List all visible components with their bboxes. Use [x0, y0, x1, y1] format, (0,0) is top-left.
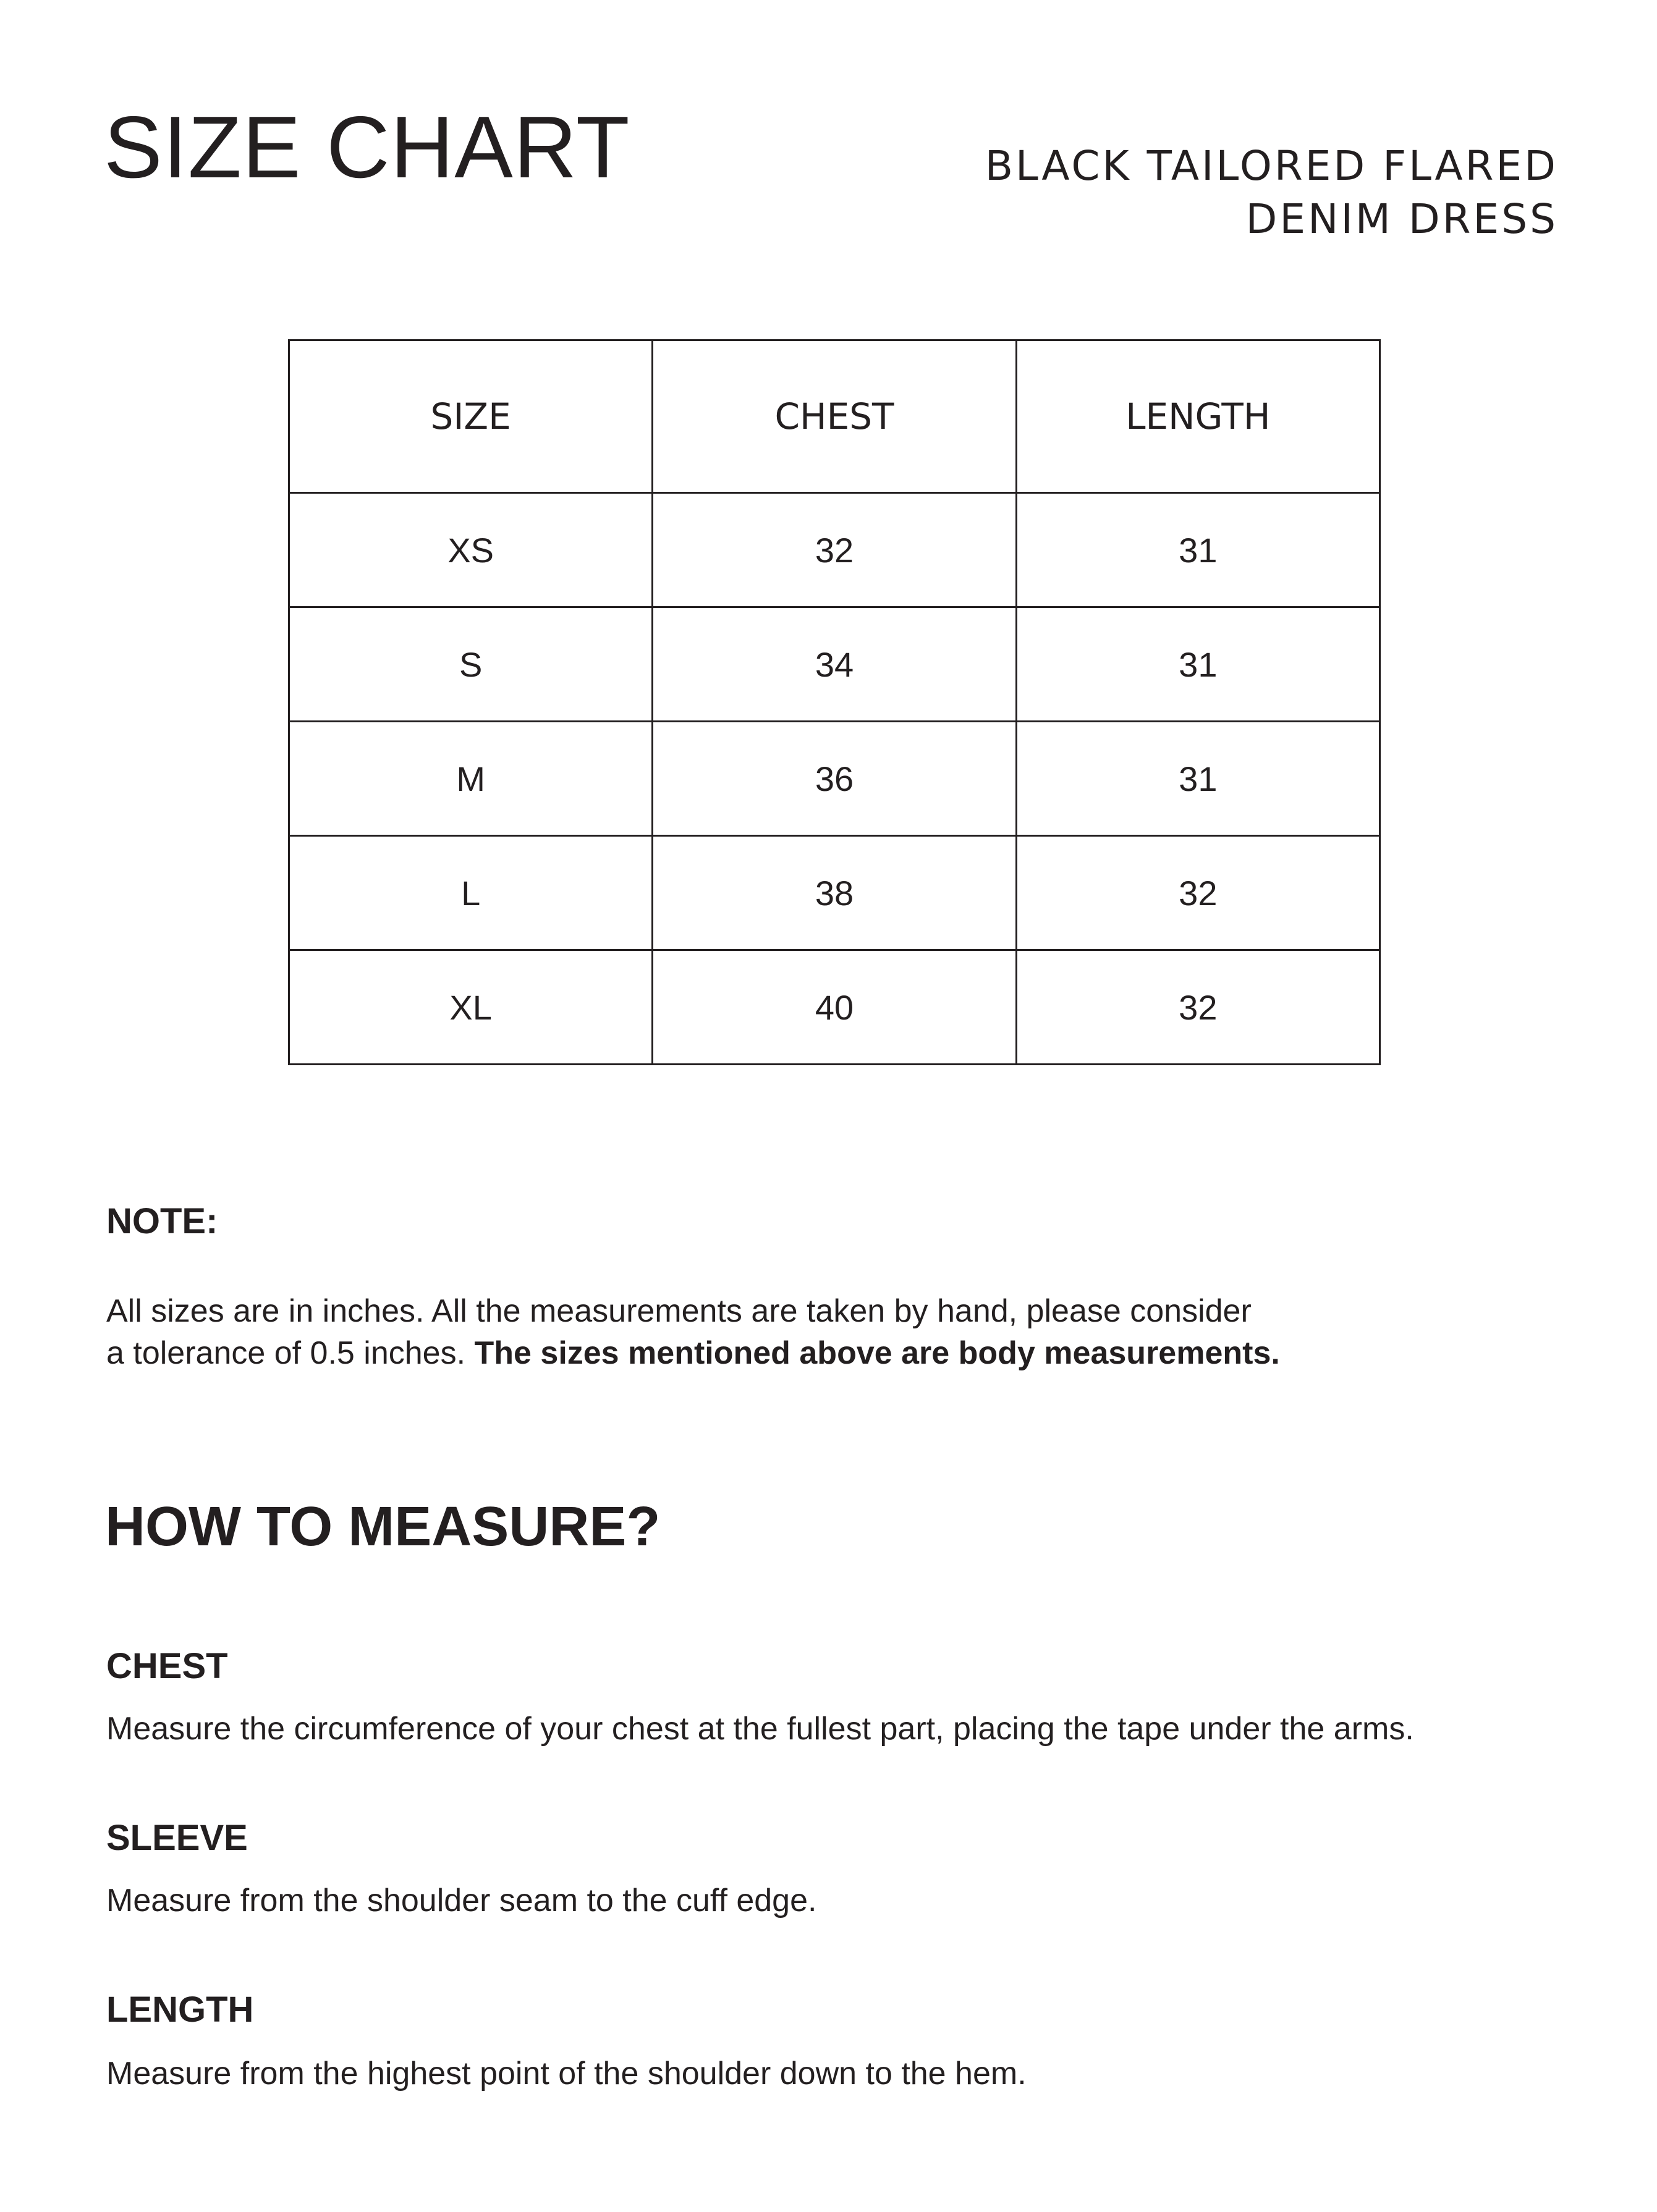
table-row [289, 722, 1380, 836]
product-name-line-1: BLACK TAILORED FLARED [985, 142, 1558, 190]
table-header-row [289, 340, 1380, 493]
size-cell: XL [289, 950, 653, 1065]
chest-cell: 40 [653, 950, 1016, 1065]
sleeve-label: SLEEVE [106, 1818, 248, 1858]
table-row [289, 607, 1380, 722]
note-label: NOTE: [106, 1201, 218, 1241]
chest-cell: 32 [653, 493, 1016, 607]
size-cell: XS [289, 493, 653, 607]
product-name [985, 140, 1558, 246]
length-label: LENGTH [106, 1990, 254, 2030]
note-text [106, 1290, 1280, 1374]
chest-cell: 36 [653, 722, 1016, 836]
table-row [289, 836, 1380, 950]
size-cell: S [289, 607, 653, 722]
note-line-2 [106, 1332, 1280, 1374]
chest-label: CHEST [106, 1646, 228, 1686]
length-cell: 31 [1016, 722, 1379, 836]
length-cell: 31 [1016, 493, 1379, 607]
column-header-size: SIZE [289, 340, 653, 493]
column-header-length: LENGTH [1016, 340, 1379, 493]
chest-cell: 38 [653, 836, 1016, 950]
size-cell: M [289, 722, 653, 836]
length-cell: 32 [1016, 836, 1379, 950]
size-cell: L [289, 836, 653, 950]
note-line-1: All sizes are in inches. All the measurements are taken by hand, please consider [106, 1293, 1252, 1329]
page-title: SIZE CHART [104, 98, 630, 196]
product-name-line-2: DENIM DRESS [1245, 195, 1558, 243]
table-row [289, 493, 1380, 607]
table-row [289, 950, 1380, 1065]
size-table [288, 339, 1381, 1065]
note-line-2-bold: The sizes mentioned above are body measurements. [474, 1335, 1280, 1371]
how-to-measure-heading: HOW TO MEASURE? [105, 1496, 661, 1558]
note-line-2-regular: a tolerance of 0.5 inches. [106, 1335, 475, 1371]
column-header-chest: CHEST [653, 340, 1016, 493]
length-cell: 31 [1016, 607, 1379, 722]
chest-cell: 34 [653, 607, 1016, 722]
length-cell: 32 [1016, 950, 1379, 1065]
sleeve-instruction: Measure from the shoulder seam to the cuff edge. [106, 1883, 817, 1919]
length-instruction: Measure from the highest point of the shoulder down to the hem. [106, 2056, 1027, 2092]
chest-instruction: Measure the circumference of your chest at the fullest part, placing the tape under the arms. [106, 1711, 1414, 1747]
